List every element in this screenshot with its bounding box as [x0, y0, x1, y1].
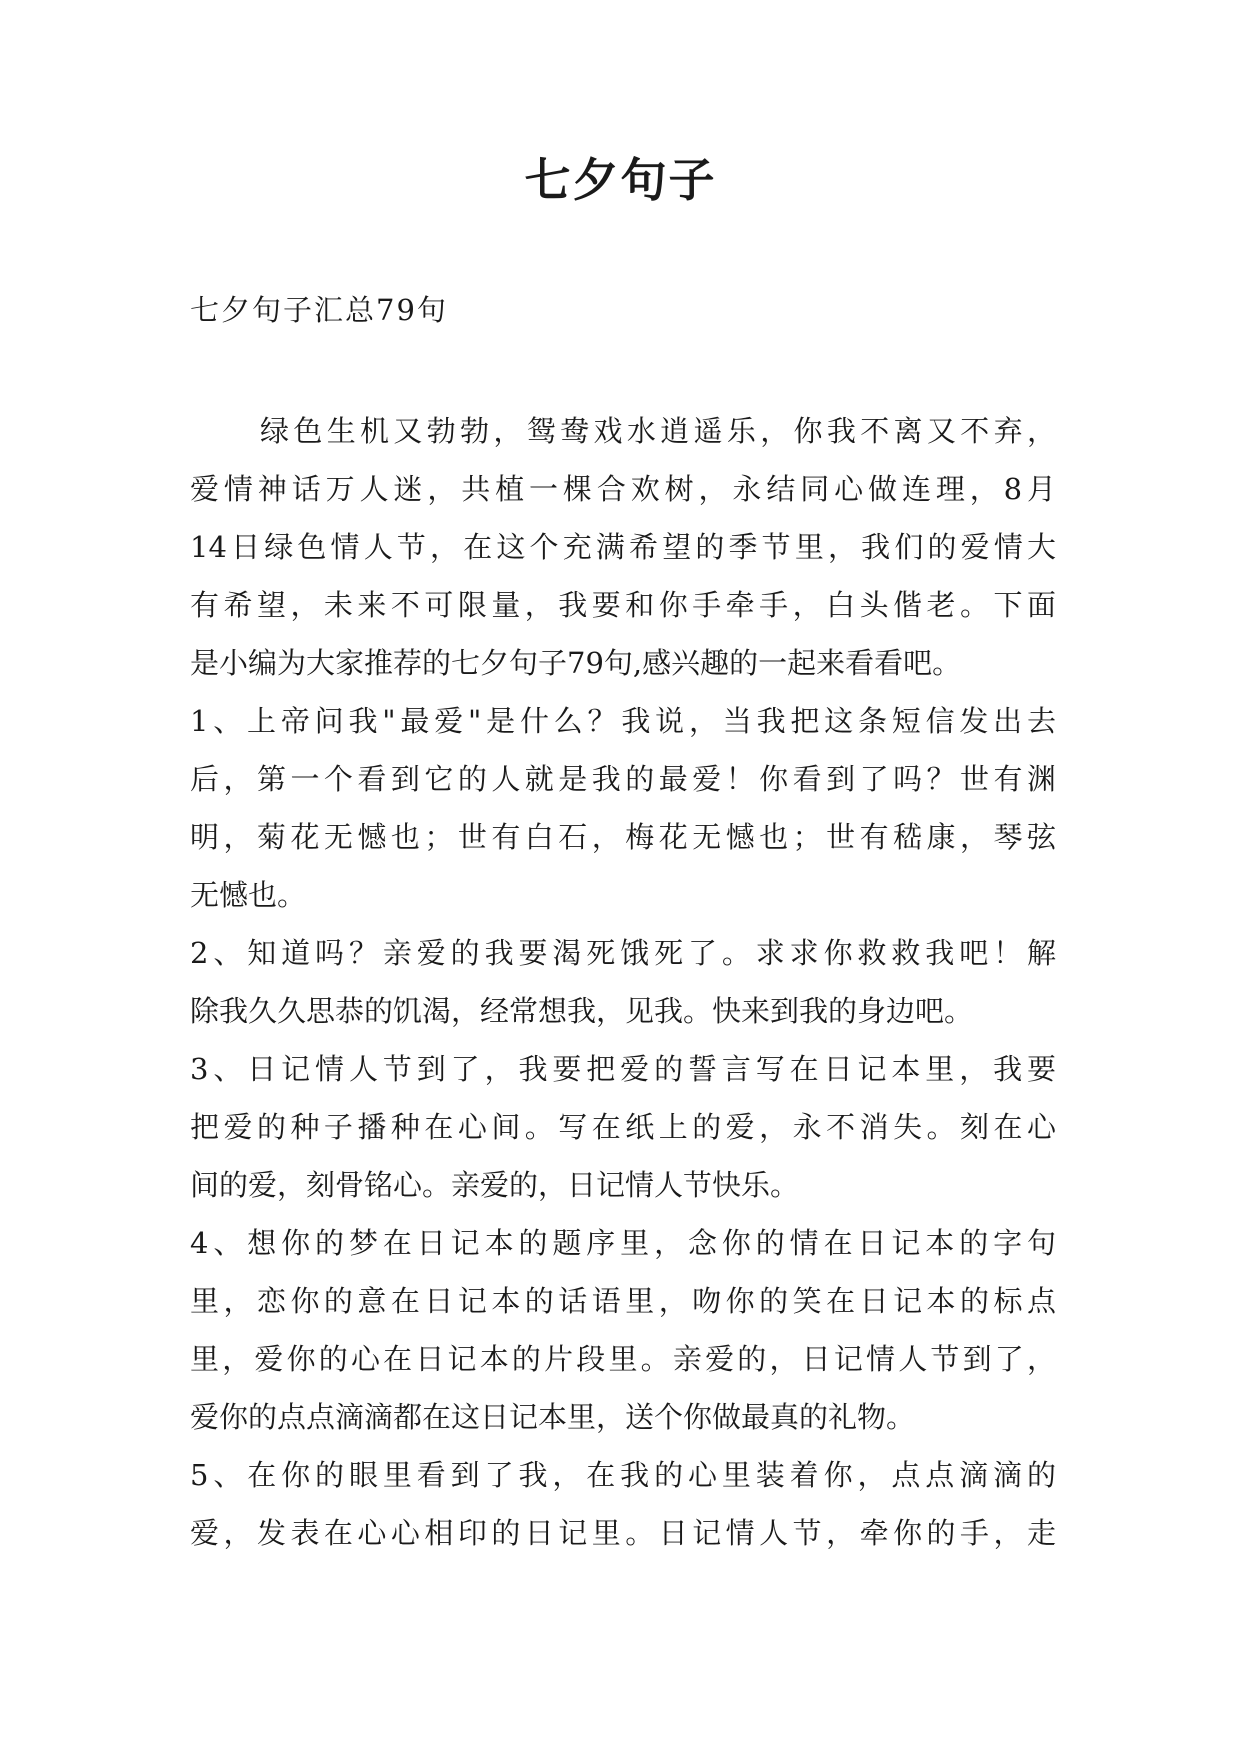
body-line: 里，恋你的意在日记本的话语里，吻你的笑在日记本的标点	[190, 1284, 1056, 1318]
document-subtitle: 七夕句子汇总79句	[190, 293, 448, 327]
body-line: 3、日记情人节到了，我要把爱的誓言写在日记本里，我要	[190, 1052, 1056, 1086]
body-line: 把爱的种子播种在心间。写在纸上的爱，永不消失。刻在心	[190, 1110, 1056, 1144]
body-line: 1、上帝问我"最爱"是什么？我说，当我把这条短信发出去	[190, 704, 1056, 738]
body-line: 后，第一个看到它的人就是我的最爱！你看到了吗？世有渊	[190, 762, 1056, 796]
document-body	[190, 402, 1056, 1562]
body-line: 明，菊花无憾也；世有白石，梅花无憾也；世有嵇康，琴弦	[190, 820, 1056, 854]
body-line: 间的爱，刻骨铭心。亲爱的，日记情人节快乐。	[190, 1168, 800, 1202]
body-line: 绿色生机又勃勃，鸳鸯戏水逍遥乐，你我不离又不弃，	[260, 414, 1056, 448]
body-line: 有希望，未来不可限量，我要和你手牵手，白头偕老。下面	[190, 588, 1056, 622]
body-line: 是小编为大家推荐的七夕句子79句,感兴趣的一起来看看吧。	[190, 646, 962, 680]
body-line: 2、知道吗？亲爱的我要渴死饿死了。求求你救救我吧！解	[190, 936, 1056, 970]
body-line: 4、想你的梦在日记本的题序里，念你的情在日记本的字句	[190, 1226, 1056, 1260]
body-line: 除我久久思恭的饥渴，经常想我，见我。快来到我的身边吧。	[190, 994, 974, 1028]
body-line: 里，爱你的心在日记本的片段里。亲爱的，日记情人节到了，	[190, 1342, 1056, 1376]
body-line: 爱，发表在心心相印的日记里。日记情人节，牵你的手，走	[190, 1516, 1056, 1550]
body-line: 爱你的点点滴滴都在这日记本里，送个你做最真的礼物。	[190, 1400, 916, 1434]
body-line: 5、在你的眼里看到了我，在我的心里装着你，点点滴滴的	[190, 1458, 1056, 1492]
document-title: 七夕句子	[524, 153, 717, 207]
body-line: 14日绿色情人节，在这个充满希望的季节里，我们的爱情大	[190, 530, 1056, 564]
body-line: 爱情神话万人迷，共植一棵合欢树，永结同心做连理，8月	[190, 472, 1056, 506]
body-line: 无憾也。	[190, 878, 307, 912]
